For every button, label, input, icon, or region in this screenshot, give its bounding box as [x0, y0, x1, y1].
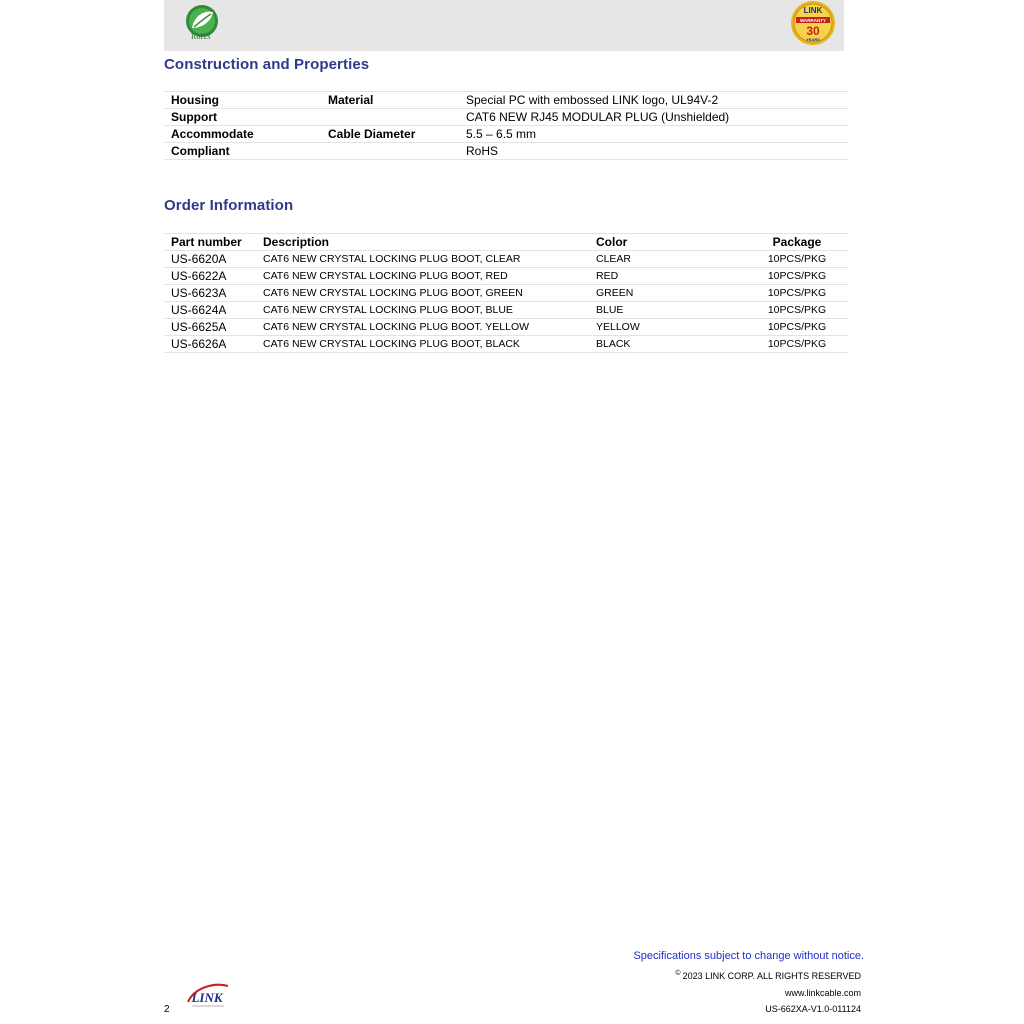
link-logo-text: LINK — [191, 990, 223, 1005]
property-value: Special PC with embossed LINK logo, UL94V-2 — [459, 92, 848, 109]
website-url[interactable]: www.linkcable.com — [784, 988, 861, 998]
property-sublabel — [321, 143, 459, 160]
part-number: US-6620A — [164, 251, 263, 268]
package: 10PCS/PKG — [746, 302, 848, 319]
table-row — [164, 285, 848, 302]
property-label: Support — [164, 109, 321, 126]
description: CAT6 NEW CRYSTAL LOCKING PLUG BOOT, BLUE — [263, 302, 596, 319]
color: GREEN — [596, 285, 746, 302]
link-brand-logo-icon — [184, 980, 230, 1010]
document-id: US-662XA-V1.0-011124 — [765, 1004, 861, 1014]
table-row — [164, 268, 848, 285]
table-row — [164, 336, 848, 353]
header-band — [164, 0, 844, 51]
part-number: US-6622A — [164, 268, 263, 285]
package: 10PCS/PKG — [746, 268, 848, 285]
part-number: US-6624A — [164, 302, 263, 319]
property-label: Compliant — [164, 143, 321, 160]
construction-title: Construction and Properties — [164, 56, 370, 73]
description: CAT6 NEW CRYSTAL LOCKING PLUG BOOT. YELLOW — [263, 319, 596, 336]
color: CLEAR — [596, 251, 746, 268]
color: BLUE — [596, 302, 746, 319]
package: 10PCS/PKG — [746, 251, 848, 268]
property-sublabel: Cable Diameter — [321, 126, 459, 143]
package: 10PCS/PKG — [746, 319, 848, 336]
order-title: Order Information — [164, 197, 294, 214]
table-row — [164, 126, 848, 143]
package: 10PCS/PKG — [746, 285, 848, 302]
color: RED — [596, 268, 746, 285]
property-sublabel: Material — [321, 92, 459, 109]
description: CAT6 NEW CRYSTAL LOCKING PLUG BOOT, GREEN — [263, 285, 596, 302]
property-value: CAT6 NEW RJ45 MODULAR PLUG (Unshielded) — [459, 109, 848, 126]
table-row — [164, 143, 848, 160]
table-row — [164, 319, 848, 336]
property-label: Accommodate — [164, 126, 321, 143]
header-color: Color — [596, 234, 746, 251]
part-number: US-6625A — [164, 319, 263, 336]
header-package: Package — [746, 234, 848, 251]
copyright-text: 2023 LINK CORP. ALL RIGHTS RESERVED — [682, 971, 861, 981]
order-table — [164, 233, 848, 353]
description: CAT6 NEW CRYSTAL LOCKING PLUG BOOT, BLACK — [263, 336, 596, 353]
property-value: 5.5 – 6.5 mm — [459, 126, 848, 143]
part-number: US-6623A — [164, 285, 263, 302]
table-header-row — [164, 234, 848, 251]
warranty-seal-icon — [790, 0, 836, 46]
header-description: Description — [263, 234, 596, 251]
package: 10PCS/PKG — [746, 336, 848, 353]
page-number: 2 — [164, 1004, 170, 1015]
table-row — [164, 92, 848, 109]
table-row — [164, 109, 848, 126]
copyright-line — [675, 970, 861, 981]
description: CAT6 NEW CRYSTAL LOCKING PLUG BOOT, CLEAR — [263, 251, 596, 268]
property-sublabel — [321, 109, 459, 126]
table-row — [164, 251, 848, 268]
part-number: US-6626A — [164, 336, 263, 353]
property-label: Housing — [164, 92, 321, 109]
description: CAT6 NEW CRYSTAL LOCKING PLUG BOOT, RED — [263, 268, 596, 285]
header-part-number: Part number — [164, 234, 263, 251]
property-value: RoHS — [459, 143, 848, 160]
color: YELLOW — [596, 319, 746, 336]
warranty-word: WARRANTY — [800, 18, 826, 23]
warranty-years: 30 — [806, 24, 820, 38]
construction-table — [164, 91, 848, 160]
rohs-logo-label: RoHS — [191, 32, 211, 41]
color: BLACK — [596, 336, 746, 353]
specifications-notice: Specifications subject to change without notice. — [633, 950, 864, 962]
copyright-symbol: © — [675, 970, 681, 977]
warranty-unit: YEARS — [806, 37, 820, 42]
table-row — [164, 302, 848, 319]
warranty-brand: LINK — [803, 6, 823, 15]
